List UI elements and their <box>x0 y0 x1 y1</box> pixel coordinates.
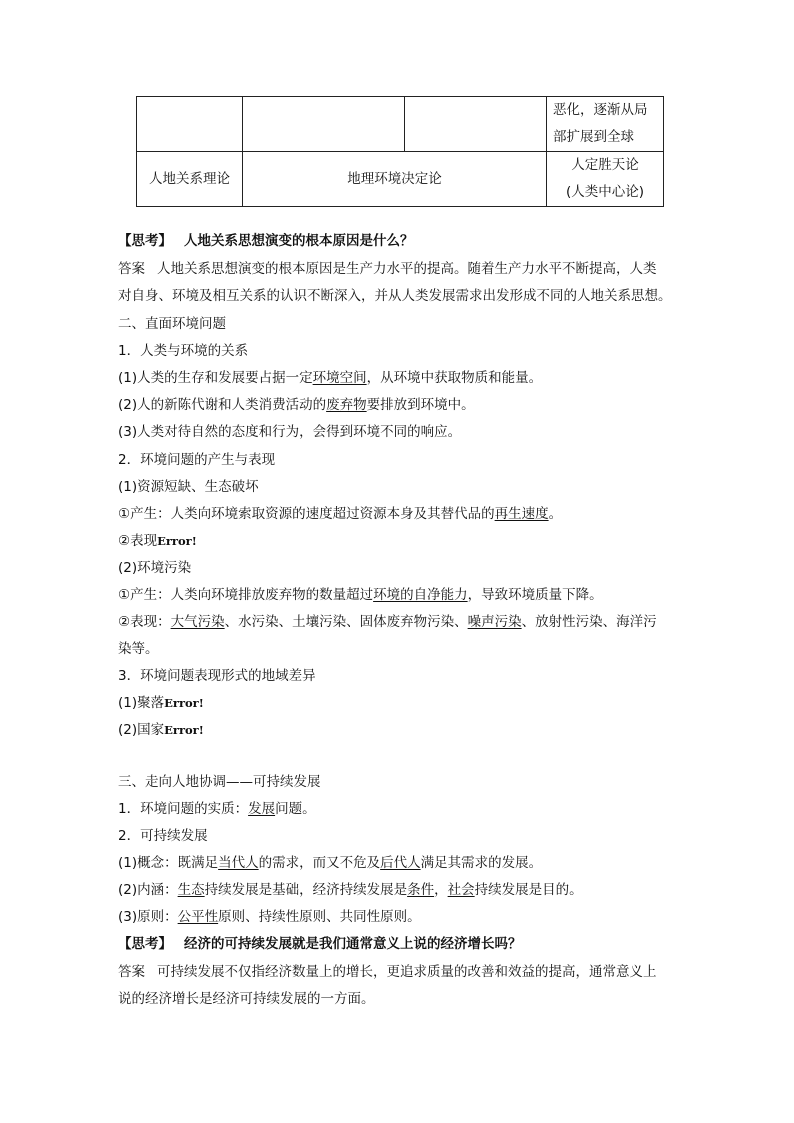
underlined-answer: 条件 <box>407 882 435 898</box>
list-item-continued: 染等。 <box>118 641 159 657</box>
table-cell: 地理环境决定论 <box>243 152 547 207</box>
underlined-answer: 环境的自净能力 <box>373 587 468 603</box>
error-text: Error! <box>164 723 204 737</box>
underlined-answer: 发展 <box>248 801 276 817</box>
list-item <box>118 720 688 740</box>
text: 要排放到环境中。 <box>366 397 475 413</box>
list-item <box>118 907 688 927</box>
underlined-answer: 再生速度 <box>494 506 549 522</box>
text: ②表现 <box>118 533 158 549</box>
cell-line: (人类中心论) <box>565 184 645 200</box>
error-text: Error! <box>157 534 197 548</box>
text: 1．环境问题的实质： <box>118 801 249 817</box>
cell-line: 人定胜天论 <box>571 157 639 173</box>
answer-line: 说的经济增长是经济可持续发展的一方面。 <box>118 991 375 1007</box>
subsection-heading: 1．人类与环境的关系 <box>118 343 249 359</box>
list-item <box>118 853 688 873</box>
subsection-heading: 2．环境问题的产生与表现 <box>118 452 276 468</box>
list-item <box>118 880 688 900</box>
think-label: 【思考】 <box>118 233 172 249</box>
answer-text: 可持续发展不仅指经济数量上的增长，更追求质量的改善和效益的提高，通常意义上 <box>157 964 657 980</box>
underlined-answer: 公平性 <box>177 909 219 925</box>
think-question <box>118 934 688 954</box>
section-heading: 三、走向人地协调——可持续发展 <box>118 774 321 790</box>
text: 原则、持续性原则、共同性原则。 <box>218 909 421 925</box>
text: ①产生：人类向环境排放废弃物的数量超过 <box>118 587 374 603</box>
comparison-table <box>136 96 664 207</box>
think-label: 【思考】 <box>118 936 172 952</box>
text: ， <box>434 882 448 898</box>
underlined-answer: 后代人 <box>380 855 421 871</box>
list-item: (1)资源短缺、生态破坏 <box>118 479 259 495</box>
table-cell <box>137 97 243 152</box>
text: 持续发展是目的。 <box>474 882 583 898</box>
answer-line <box>118 259 688 279</box>
list-item <box>118 693 688 713</box>
answer-line <box>118 962 688 982</box>
underlined-answer: 生态 <box>177 882 205 898</box>
text: 、水污染、土壤污染、固体废弃物污染、 <box>224 614 468 630</box>
text: 的需求，而又不危及 <box>258 855 381 871</box>
text: 问题。 <box>275 801 316 817</box>
underlined-answer: 废弃物 <box>326 397 367 413</box>
table-cell: 人地关系理论 <box>137 152 243 207</box>
subsection-heading: 2．可持续发展 <box>118 828 208 844</box>
table-row <box>137 152 664 207</box>
section-heading: 二、直面环境问题 <box>118 316 226 332</box>
table-cell <box>243 97 405 152</box>
cell-line: 部扩展到全球 <box>553 129 634 145</box>
text: (2)人的新陈代谢和人类消费活动的 <box>118 397 327 413</box>
list-item: (3)人类对待自然的态度和行为，会得到环境不同的响应。 <box>118 424 462 440</box>
text: 。 <box>548 506 563 522</box>
answer-label: 答案 <box>118 261 145 277</box>
subsection-heading: 3．环境问题表现形式的地域差异 <box>118 668 316 684</box>
text: 、放射性污染、海洋污 <box>521 614 657 630</box>
text: ①产生：人类向环境索取资源的速度超过资源本身及其替代品的 <box>118 506 495 522</box>
answer-label: 答案 <box>118 964 145 980</box>
table-cell <box>547 152 664 207</box>
underlined-answer: 社会 <box>447 882 475 898</box>
cell-line: 恶化，逐渐从局 <box>553 102 648 118</box>
think-question <box>118 231 688 251</box>
text: (1)聚落 <box>118 695 165 711</box>
error-text: Error! <box>164 696 204 710</box>
text: (2)内涵： <box>118 882 178 898</box>
list-item <box>118 531 688 551</box>
text: (1)人类的生存和发展要占据一定 <box>118 370 313 386</box>
underlined-answer: 噪声污染 <box>467 614 522 630</box>
list-item <box>118 395 688 415</box>
underlined-answer: 当代人 <box>218 855 259 871</box>
text: 持续发展是基础，经济持续发展是 <box>204 882 408 898</box>
list-item <box>118 368 688 388</box>
list-item <box>118 585 688 605</box>
table-cell <box>405 97 547 152</box>
list-item: (2)环境污染 <box>118 560 192 576</box>
table-cell <box>547 97 664 152</box>
list-item <box>118 504 688 524</box>
list-item <box>118 612 688 632</box>
answer-line: 对自身、环境及相互关系的认识不断深入，并从人类发展需求出发形成不同的人地关系思想。 <box>118 288 672 304</box>
text: ②表现： <box>118 614 171 630</box>
text: 满足其需求的发展。 <box>420 855 543 871</box>
text: (3)原则： <box>118 909 178 925</box>
question-text: 经济的可持续发展就是我们通常意义上说的经济增长吗？ <box>184 936 522 952</box>
question-text: 人地关系思想演变的根本原因是什么？ <box>184 233 414 249</box>
table-row <box>137 97 664 152</box>
subsection-heading <box>118 799 688 819</box>
underlined-answer: 环境空间 <box>312 370 367 386</box>
text: (2)国家 <box>118 722 165 738</box>
answer-text: 人地关系思想演变的根本原因是生产力水平的提高。随着生产力水平不断提高，人类 <box>157 261 657 277</box>
text: (1)概念：既满足 <box>118 855 219 871</box>
text: ，从环境中获取物质和能量。 <box>366 370 543 386</box>
text: ，导致环境质量下降。 <box>467 587 603 603</box>
underlined-answer: 大气污染 <box>170 614 225 630</box>
